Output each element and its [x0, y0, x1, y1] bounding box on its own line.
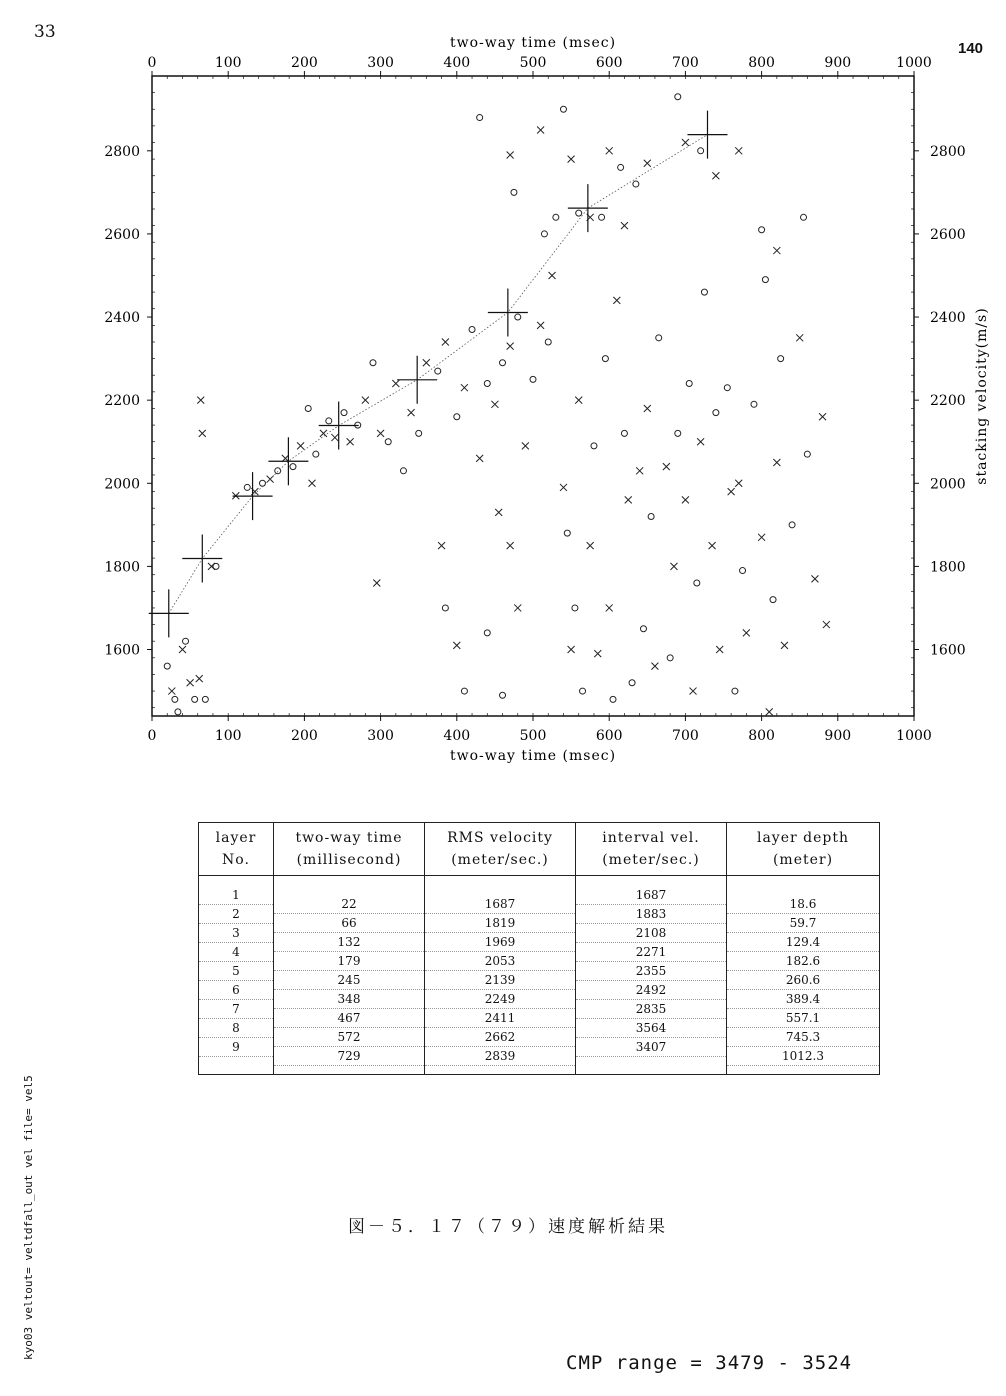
data-point-circle	[484, 381, 490, 387]
x-tick-label-top: 700	[672, 55, 699, 71]
table-cell: 1687	[425, 895, 575, 914]
table-cell: 2	[199, 905, 273, 924]
data-point-circle	[511, 189, 517, 195]
y-tick-label-right: 2200	[930, 393, 966, 410]
data-point-circle	[454, 414, 460, 420]
table-cell: 572	[274, 1028, 424, 1047]
side-note: kyo03 veltout= veltdfall_out vel file= vel5	[22, 1075, 35, 1360]
data-point-circle	[192, 696, 198, 702]
data-point-circle	[290, 464, 296, 470]
x-tick-label-bottom: 300	[367, 728, 394, 744]
table-cell: 59.7	[727, 914, 879, 933]
y-tick-label-left: 1800	[104, 559, 140, 576]
data-point-circle	[477, 115, 483, 121]
x-tick-label-top: 200	[291, 55, 318, 71]
table-cell: 3564	[576, 1019, 726, 1038]
data-point-cross	[621, 222, 628, 229]
data-point-cross	[320, 430, 327, 437]
data-point-cross	[347, 438, 354, 445]
data-point-circle	[698, 148, 704, 154]
data-point-cross	[735, 147, 742, 154]
x-axis-label-top: two-way time (msec)	[449, 35, 617, 51]
data-point-cross	[423, 359, 430, 366]
x-tick-label-bottom: 100	[214, 728, 242, 744]
data-point-circle	[640, 626, 646, 632]
y-tick-label-right: 2400	[930, 310, 966, 327]
y-tick-label-right: 2600	[930, 226, 966, 243]
data-point-cross	[537, 322, 544, 329]
table-cell: 2271	[576, 943, 726, 962]
table-cell: 3	[199, 924, 273, 943]
data-point-cross	[309, 480, 316, 487]
data-point-cross	[568, 156, 575, 163]
data-point-cross	[606, 147, 613, 154]
table-cell: 129.4	[727, 933, 879, 952]
table-cell: 2249	[425, 990, 575, 1009]
axis-ticks	[104, 55, 965, 744]
y-tick-label-left: 2600	[104, 226, 140, 243]
data-point-circle	[610, 696, 616, 702]
data-point-cross	[331, 434, 338, 441]
data-point-circle	[484, 630, 490, 636]
y-tick-label-left: 2800	[104, 143, 140, 160]
data-point-cross	[507, 151, 514, 158]
data-point-circle	[553, 214, 559, 220]
data-point-circle	[618, 164, 624, 170]
x-tick-label-top: 900	[824, 55, 852, 71]
x-tick-label-bottom: 500	[519, 728, 547, 744]
data-point-circle	[275, 468, 281, 474]
data-point-cross	[670, 563, 677, 570]
data-point-cross	[636, 467, 643, 474]
table-cell: 1819	[425, 914, 575, 933]
y-tick-label-left: 2000	[104, 476, 140, 493]
x-tick-label-top: 500	[519, 55, 547, 71]
data-point-cross	[187, 679, 194, 686]
data-point-cross	[549, 272, 556, 279]
data-point-circle	[770, 597, 776, 603]
col-interval-vel	[576, 876, 727, 1075]
data-point-cross	[514, 604, 521, 611]
data-point-circle	[713, 410, 719, 416]
data-point-cross	[522, 442, 529, 449]
data-point-cross	[537, 127, 544, 134]
data-point-circle	[675, 94, 681, 100]
table-cell: 2835	[576, 1000, 726, 1019]
data-point-circle	[675, 430, 681, 436]
data-point-circle	[172, 696, 178, 702]
data-point-cross	[690, 688, 697, 695]
data-point-cross	[663, 463, 670, 470]
x-tick-label-bottom: 0	[147, 728, 157, 744]
data-point-cross	[362, 397, 369, 404]
data-point-circle	[732, 688, 738, 694]
data-point-circle	[500, 692, 506, 698]
picked-velocity-cross	[182, 534, 222, 582]
table-cell: 2411	[425, 1009, 575, 1028]
table-cell: 182.6	[727, 952, 879, 971]
y-tick-label-left: 2400	[104, 310, 140, 327]
data-point-circle	[175, 709, 181, 715]
data-point-circle	[469, 327, 475, 333]
picked-velocity-cross	[319, 402, 359, 450]
table-cell: 348	[274, 990, 424, 1009]
data-point-cross	[442, 338, 449, 345]
table-cell: 1687	[576, 886, 726, 905]
data-point-circle	[801, 214, 807, 220]
data-point-circle	[183, 638, 189, 644]
data-point-cross	[712, 172, 719, 179]
table-cell: 1	[199, 886, 273, 905]
table-cell: 4	[199, 943, 273, 962]
data-point-circle	[564, 530, 570, 536]
data-point-circle	[213, 563, 219, 569]
x-tick-label-top: 600	[595, 55, 623, 71]
table-cell: 1012.3	[727, 1047, 879, 1066]
picked-velocity-cross	[568, 184, 608, 232]
table-cell: 7	[199, 1000, 273, 1019]
data-point-cross	[199, 430, 206, 437]
table-cell: 66	[274, 914, 424, 933]
plot-frame	[152, 76, 914, 716]
picked-velocity-cross	[149, 589, 189, 637]
data-point-cross	[735, 480, 742, 487]
data-point-cross	[461, 384, 468, 391]
table-cell: 745.3	[727, 1028, 879, 1047]
data-point-cross	[728, 488, 735, 495]
x-tick-label-top: 0	[147, 55, 157, 71]
data-point-cross	[823, 621, 830, 628]
col-layer-depth	[727, 876, 880, 1075]
data-point-circle	[442, 605, 448, 611]
data-point-circle	[385, 439, 391, 445]
data-point-cross	[811, 575, 818, 582]
table-cell: 2492	[576, 981, 726, 1000]
data-point-cross	[682, 139, 689, 146]
data-point-circle	[759, 227, 765, 233]
data-point-cross	[766, 708, 773, 715]
data-point-cross	[644, 405, 651, 412]
table-cell: 2355	[576, 962, 726, 981]
data-point-cross	[196, 675, 203, 682]
data-point-cross	[587, 542, 594, 549]
cmp-range: CMP range = 3479 - 3524	[566, 1352, 853, 1374]
data-point-cross	[781, 642, 788, 649]
data-point-cross	[297, 442, 304, 449]
table-cell: 2839	[425, 1047, 575, 1066]
data-point-circle	[164, 663, 170, 669]
data-point-circle	[515, 314, 521, 320]
data-point-circle	[724, 385, 730, 391]
data-point-circle	[778, 356, 784, 362]
table-cell: 6	[199, 981, 273, 1000]
data-point-circle	[648, 514, 654, 520]
data-point-circle	[461, 688, 467, 694]
data-point-cross	[453, 642, 460, 649]
y-tick-label-right: 1800	[930, 559, 966, 576]
data-point-cross	[476, 455, 483, 462]
table-cell: 2662	[425, 1028, 575, 1047]
table-cell: 5	[199, 962, 273, 981]
data-point-cross	[644, 160, 651, 167]
data-point-circle	[400, 468, 406, 474]
x-axis-label-bottom: two-way time (msec)	[449, 748, 617, 764]
table-cell: 8	[199, 1019, 273, 1038]
table-cell: 2053	[425, 952, 575, 971]
data-point-circle	[762, 277, 768, 283]
table-cell: 132	[274, 933, 424, 952]
data-point-circle	[416, 430, 422, 436]
data-point-circle	[804, 451, 810, 457]
picked-velocity-cross	[397, 356, 437, 404]
data-point-circle	[789, 522, 795, 528]
table-header: two-way time (millisecond)	[274, 823, 425, 876]
page-number-right: 140	[958, 40, 984, 57]
velocity-table	[198, 822, 880, 1075]
data-point-circle	[560, 106, 566, 112]
table-cell: 260.6	[727, 971, 879, 990]
data-point-circle	[435, 368, 441, 374]
data-point-cross	[819, 413, 826, 420]
x-tick-label-top: 400	[443, 55, 471, 71]
data-point-cross	[197, 397, 204, 404]
velocity-table-wrap	[198, 822, 880, 1075]
data-point-circle	[572, 605, 578, 611]
table-header: layer depth (meter)	[727, 823, 880, 876]
data-point-circle	[500, 360, 506, 366]
table-body-row	[199, 876, 880, 1075]
table-cell: 245	[274, 971, 424, 990]
data-point-circle	[580, 688, 586, 694]
x-tick-label-bottom: 800	[748, 728, 775, 744]
data-point-cross	[613, 297, 620, 304]
data-point-circle	[701, 289, 707, 295]
data-point-cross	[491, 401, 498, 408]
data-point-circle	[305, 405, 311, 411]
data-point-circle	[591, 443, 597, 449]
col-rms-velocity	[425, 876, 576, 1075]
data-point-cross	[495, 509, 502, 516]
data-point-circle	[656, 335, 662, 341]
data-point-circle	[633, 181, 639, 187]
data-point-cross	[507, 343, 514, 350]
y-tick-label-left: 1600	[104, 642, 140, 659]
data-point-circle	[576, 210, 582, 216]
semblance-points	[164, 94, 830, 716]
data-point-cross	[392, 380, 399, 387]
data-point-circle	[751, 401, 757, 407]
data-point-circle	[621, 430, 627, 436]
data-point-circle	[599, 214, 605, 220]
table-cell: 9	[199, 1038, 273, 1057]
y-tick-label-right: 2800	[930, 143, 966, 160]
x-tick-label-bottom: 200	[291, 728, 318, 744]
col-layer-no	[199, 876, 274, 1075]
data-point-cross	[594, 650, 601, 657]
data-point-cross	[179, 646, 186, 653]
x-tick-label-top: 800	[748, 55, 775, 71]
data-point-cross	[560, 484, 567, 491]
data-point-cross	[373, 580, 380, 587]
table-cell: 3407	[576, 1038, 726, 1057]
data-point-cross	[709, 542, 716, 549]
data-point-circle	[530, 376, 536, 382]
data-point-cross	[625, 496, 632, 503]
data-point-cross	[651, 663, 658, 670]
data-point-cross	[773, 247, 780, 254]
x-tick-label-top: 1000	[896, 55, 932, 71]
data-point-circle	[629, 680, 635, 686]
table-header: interval vel. (meter/sec.)	[576, 823, 727, 876]
y-tick-label-right: 1600	[930, 642, 966, 659]
table-cell: 18.6	[727, 895, 879, 914]
table-header: RMS velocity (meter/sec.)	[425, 823, 576, 876]
data-point-circle	[244, 484, 250, 490]
table-cell: 1883	[576, 905, 726, 924]
data-point-circle	[326, 418, 332, 424]
table-cell: 22	[274, 895, 424, 914]
page-number-left: 33	[34, 22, 56, 42]
data-point-cross	[682, 496, 689, 503]
data-point-cross	[377, 430, 384, 437]
y-tick-label-left: 2200	[104, 393, 140, 410]
data-point-cross	[438, 542, 445, 549]
data-point-cross	[796, 334, 803, 341]
data-point-circle	[602, 356, 608, 362]
data-point-circle	[541, 231, 547, 237]
data-point-cross	[575, 397, 582, 404]
table-cell: 1969	[425, 933, 575, 952]
picked-velocity-cross	[687, 111, 727, 159]
x-tick-label-bottom: 1000	[896, 728, 932, 744]
data-point-cross	[606, 604, 613, 611]
table-cell: 467	[274, 1009, 424, 1028]
y-axis-label: stacking velocity(m/s)	[974, 307, 990, 485]
x-tick-label-bottom: 700	[672, 728, 699, 744]
table-cell: 2139	[425, 971, 575, 990]
data-point-cross	[758, 534, 765, 541]
x-tick-label-bottom: 400	[443, 728, 471, 744]
table-cell: 2108	[576, 924, 726, 943]
data-point-circle	[202, 696, 208, 702]
figure-caption: 図－５．１７（７９）速度解析結果	[348, 1217, 668, 1237]
data-point-circle	[313, 451, 319, 457]
data-point-circle	[686, 381, 692, 387]
y-tick-label-right: 2000	[930, 476, 966, 493]
data-point-circle	[740, 568, 746, 574]
x-tick-label-bottom: 600	[595, 728, 623, 744]
data-point-cross	[168, 688, 175, 695]
data-point-circle	[259, 480, 265, 486]
data-point-cross	[507, 542, 514, 549]
data-point-cross	[568, 646, 575, 653]
picked-velocity-cross	[488, 288, 528, 336]
col-two-way-time	[274, 876, 425, 1075]
x-tick-label-top: 100	[214, 55, 242, 71]
data-point-circle	[370, 360, 376, 366]
data-point-cross	[408, 409, 415, 416]
data-point-circle	[545, 339, 551, 345]
data-point-cross	[743, 629, 750, 636]
data-point-cross	[697, 438, 704, 445]
table-cell: 389.4	[727, 990, 879, 1009]
table-cell: 179	[274, 952, 424, 971]
data-point-circle	[341, 410, 347, 416]
data-point-cross	[773, 459, 780, 466]
table-header: layer No.	[199, 823, 274, 876]
x-tick-label-bottom: 900	[824, 728, 852, 744]
table-cell: 557.1	[727, 1009, 879, 1028]
table-cell: 729	[274, 1047, 424, 1066]
data-point-circle	[694, 580, 700, 586]
data-point-circle	[667, 655, 673, 661]
table-header-row	[199, 823, 880, 876]
data-point-cross	[716, 646, 723, 653]
x-tick-label-top: 300	[367, 55, 394, 71]
